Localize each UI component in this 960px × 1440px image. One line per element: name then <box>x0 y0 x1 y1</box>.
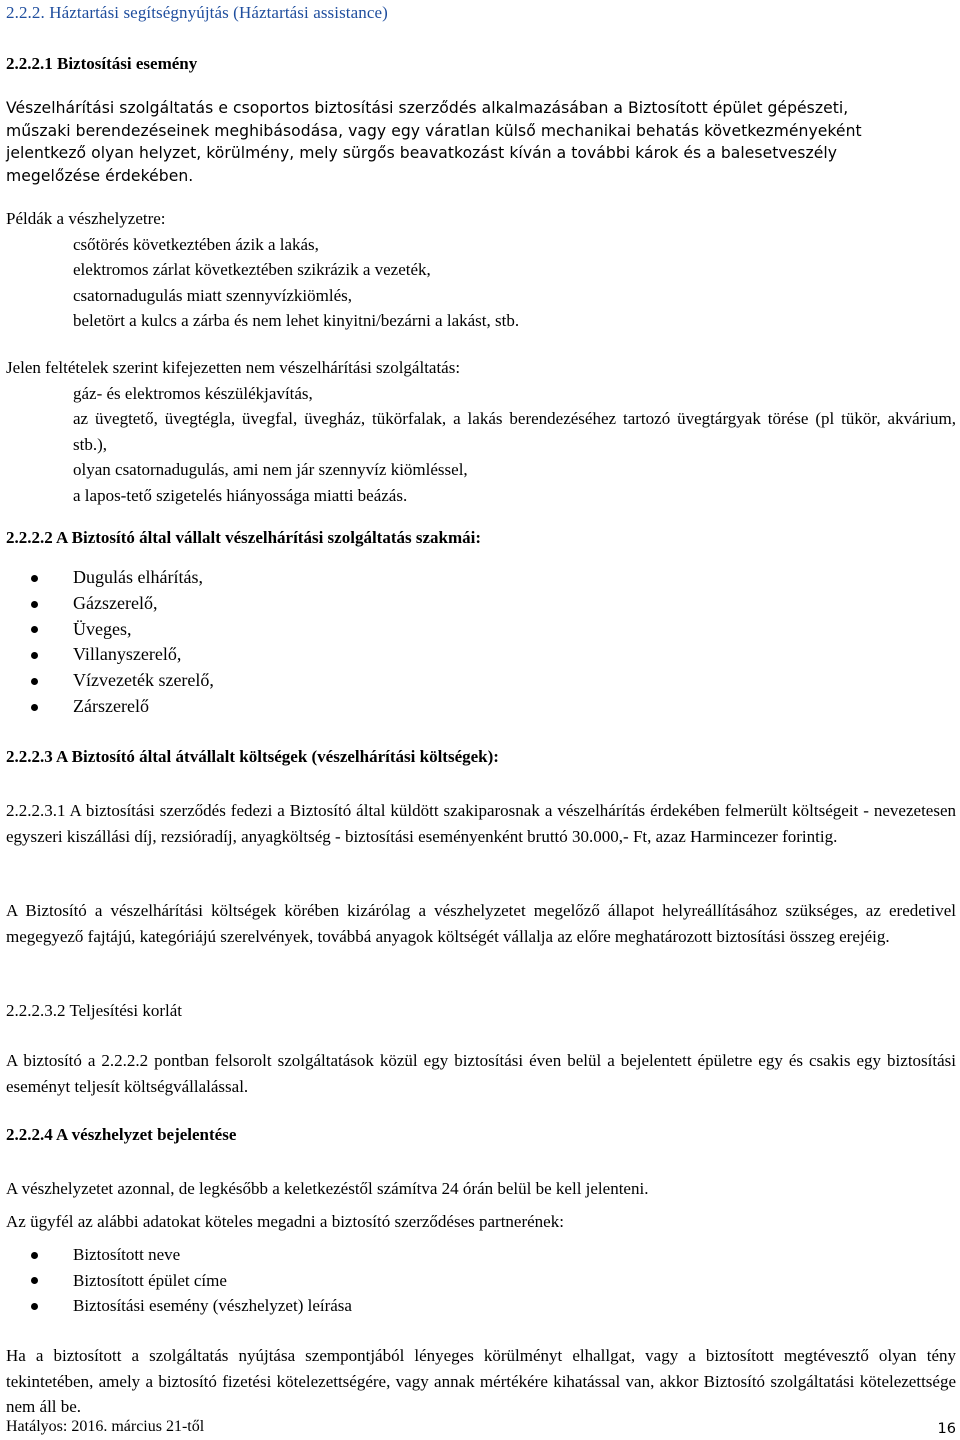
section-heading-2-2-2-2: 2.2.2.2 A Biztosító által vállalt vészelhárítási szolgáltatás szakmái: <box>6 528 482 547</box>
exclusions-intro: Jelen feltételek szerint kifejezetten nem vészelhárítási szolgáltatás: <box>6 358 461 377</box>
paragraph-2-2-2-3-1: 2.2.2.3.1 A biztosítási szerződés fedezi a Biztosító által küldött szakiparosnak a vészelhárítás érdekében felmerült költségeit - nevezetesen egyszeri kiszállási díj, rezsióradíj, anyagköltség - biztosítási eseményenként bruttó 30.000,- Ft, azaz Harmincezer forintig. <box>6 801 956 846</box>
paragraph-costs: A Biztosító a vészelhárítási költségek körében kizárólag a vészhelyzetet megelőző állapot helyreállításához szükséges, az eredetivel megegyező fajtájú, kategóriájú szerelvények, továbbá anyagok költségét vállalja az előre meghatározott biztosítási összeg erejéig. <box>6 901 956 946</box>
exclusion-item: az üvegtető, üvegtégla, üvegfal, üvegház, tükörfalak, a lakás berendezéséhez tartozó üvegtárgyak törése (pl tükör, akvárium, stb.), <box>73 409 956 454</box>
bullet-icon <box>31 626 38 633</box>
bullet-icon <box>31 1252 38 1259</box>
definition-paragraph <box>6 97 956 187</box>
example-item: csőtörés következtében ázik a lakás, <box>73 234 319 254</box>
paragraph-client: Az ügyfél az alábbi adatokat köteles megadni a biztosító szerződéses partnerének: <box>6 1212 564 1231</box>
exclusion-item: olyan csatornadugulás, ami nem jár szennyvíz kiömléssel, <box>73 460 468 479</box>
example-item: csatornadugulás miatt szennyvízkiömlés, <box>73 285 353 305</box>
bullet-icon <box>31 704 38 711</box>
exclusion-item: a lapos-tető szigetelés hiányossága miatti beázás. <box>73 485 408 505</box>
list-item: Biztosított neve <box>6 1242 352 1268</box>
bullet-icon <box>31 1303 38 1310</box>
list-item: Villanyszerelő, <box>6 642 214 668</box>
list-item: Zárszerelő <box>6 694 214 720</box>
paragraph-report: A vészhelyzetet azonnal, de legkésőbb a keletkezéstől számítva 24 órán belül be kell jelenteni. <box>6 1179 649 1198</box>
bullet-icon <box>31 601 38 608</box>
page-number: 16 <box>937 1421 956 1437</box>
example-item: elektromos zárlat következtében szikrázik a vezeték, <box>73 260 431 279</box>
examples-block <box>6 206 956 334</box>
exclusion-item: gáz- és elektromos készülékjavítás, <box>73 383 313 403</box>
section-heading-2-2-2-1: 2.2.2.1 Biztosítási esemény <box>6 54 198 73</box>
bullet-icon <box>31 1277 38 1284</box>
definition-line: Vészelhárítási szolgáltatás e csoportos biztosítási szerződés alkalmazásában a Biztosított épület gépészeti, <box>6 99 849 117</box>
bullet-icon <box>31 678 38 685</box>
list-item: Biztosított épület címe <box>6 1268 352 1294</box>
example-item: beletört a kulcs a zárba és nem lehet kinyitni/bezárni a lakást, stb. <box>73 311 520 330</box>
section-heading-2-2-2: 2.2.2. Háztartási segítségnyújtás (Háztartási assistance) <box>6 3 388 22</box>
trades-list <box>6 565 214 720</box>
section-heading-2-2-2-4: 2.2.2.4 A vészhelyzet bejelentése <box>6 1125 237 1144</box>
bullet-icon <box>31 575 38 582</box>
bullet-icon <box>31 652 38 659</box>
paragraph-limit: A biztosító a 2.2.2.2 pontban felsorolt szolgáltatások közül egy biztosítási éven belül a bejelentett épületre egy és csakis egy biztosítási eseményt teljesít költségvállalással. <box>6 1051 956 1096</box>
list-item: Vízvezeték szerelő, <box>6 668 214 694</box>
list-item: Dugulás elhárítás, <box>6 565 214 591</box>
list-item: Biztosítási esemény (vészhelyzet) leírása <box>6 1293 352 1319</box>
exclusions-block <box>6 355 956 508</box>
paragraph-final: Ha a biztosított a szolgáltatás nyújtása szempontjából lényeges körülményt elhallgat, vagy a biztosított megtévesztő olyan tény tekintetében, amely a biztosító fizetési kötelezettségére, vagy annak mértékére kihatással van, akkor Biztosító szolgáltatási kötelezettsége nem áll be. <box>6 1346 956 1416</box>
client-data-list <box>6 1242 352 1319</box>
definition-line: jelentkező olyan helyzet, körülmény, mely sürgős beavatkozást kíván a további károk és a balesetveszély <box>6 144 838 163</box>
list-item: Gázszerelő, <box>6 591 214 617</box>
document-page <box>6 0 956 1440</box>
examples-intro: Példák a vészhelyzetre: <box>6 209 166 228</box>
definition-line: műszaki berendezéseinek meghibásodása, vagy egy váratlan külső mechanikai behatás következményeként <box>6 121 862 140</box>
section-heading-2-2-2-3: 2.2.2.3 A Biztosító által átvállalt költségek (vészelhárítási költségek): <box>6 747 499 766</box>
section-heading-2-2-2-3-2: 2.2.2.3.2 Teljesítési korlát <box>6 1001 183 1020</box>
footer-effective-date: Hatályos: 2016. március 21-től <box>6 1418 205 1435</box>
definition-line: megelőzése érdekében. <box>6 166 194 185</box>
list-item: Üveges, <box>6 617 214 643</box>
